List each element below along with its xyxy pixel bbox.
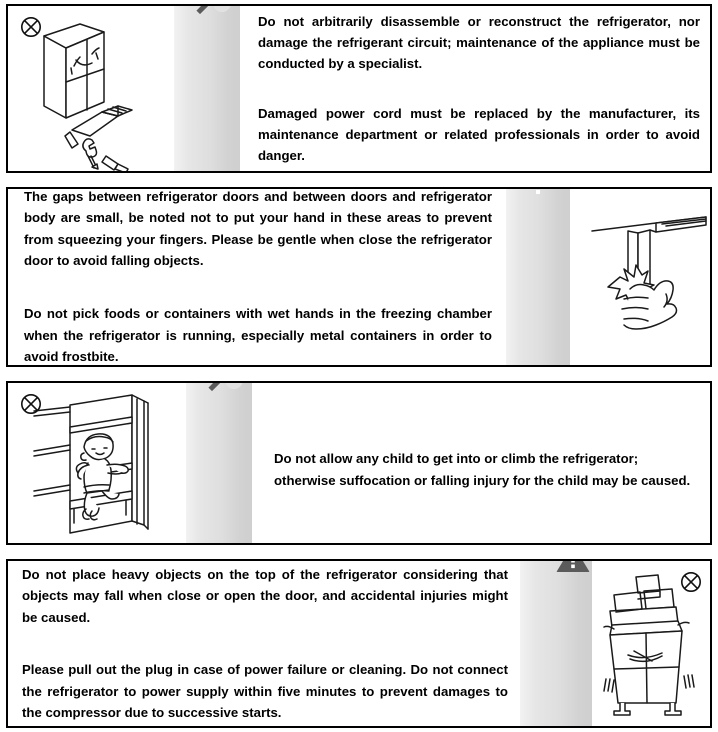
warning-panel-disassemble: [6, 4, 712, 173]
circle-x-icon: [20, 393, 42, 415]
paragraph: Do not place heavy objects on the top of the refrigerator considering that objects may fall when close or open the door, and accidental injuries might be caused.: [22, 566, 508, 625]
panel-text: [8, 189, 506, 365]
paragraph: Do not arbitrarily disassemble or reconstruct the refrigerator, nor damage the refrigerant circuit; maintenance of the appliance must be conducted by a specialist.: [258, 13, 700, 71]
paragraph: Do not pick foods or containers with wet hands in the freezing chamber when the refrigerator is running, especially metal containers in order to avoid frostbite.: [24, 306, 492, 365]
warning-panel-door-gaps: [6, 187, 712, 367]
illustration-refrigerator-with-tools: [8, 6, 174, 171]
hand-pinch-drawing: [570, 189, 710, 367]
illustration-boxes-on-refrigerator: [592, 561, 710, 726]
warning-panel-heavy-objects: [6, 559, 712, 728]
icon-band: [186, 383, 252, 544]
panel-text: [240, 6, 710, 171]
illustration-hand-pinched-by-door: [570, 189, 710, 365]
icon-band: [506, 189, 570, 365]
circle-x-icon: [20, 16, 42, 38]
circle-x-icon: [680, 571, 702, 593]
paragraph: Please pull out the plug in case of power failure or cleaning. Do not connect the refrigerator to power supply within five minutes to prevent damages to the compressor due to successive starts.: [22, 662, 508, 721]
paragraph: Damaged power cord must be replaced by the manufacturer, its maintenance department or related professionals in order to avoid danger.: [258, 105, 700, 163]
paragraph: The gaps between refrigerator doors and between doors and refrigerator body are small, be noted not to put your hand in these areas to prevent from squeezing your fingers. Please be gentle when close the refrigerator door to avoid falling objects.: [24, 188, 492, 269]
warning-panel-child-climbing: [6, 381, 712, 546]
illustration-child-climbing-refrigerator: [8, 383, 186, 544]
panel-text: [8, 561, 520, 726]
icon-band: [174, 6, 240, 171]
panel-text: [252, 383, 710, 544]
icon-band: [520, 561, 592, 726]
paragraph: Do not allow any child to get into or climb the refrigerator; otherwise suffocation or falling injury for the child may be caused.: [274, 451, 691, 488]
